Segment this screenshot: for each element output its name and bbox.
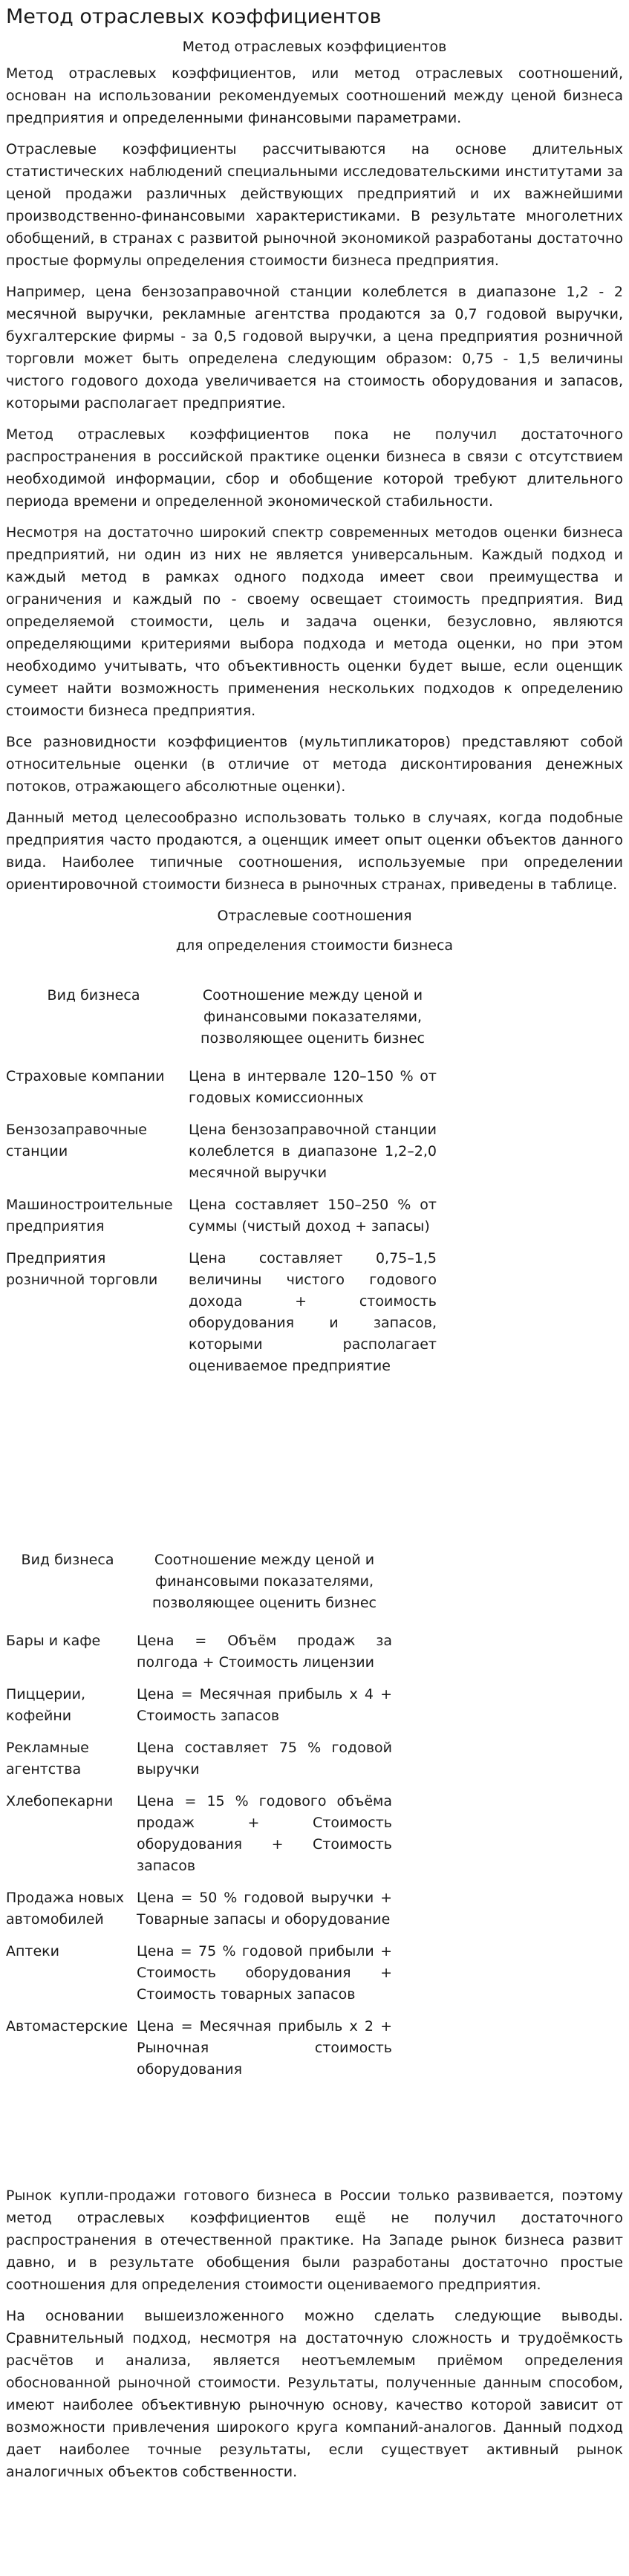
table-row <box>6 1681 392 1734</box>
header-ratio: Соотношение между ценой и финансовыми показателями, позволяющее оценить бизнес <box>201 987 425 1047</box>
paragraph: Данный метод целесообразно использовать только в случаях, когда подобные предприятия часто продаются, а оценщик имеет опыт оценки объектов данного вида. Наиболее типичные соотношения, используемые при определении ориентировочной стоимости бизнеса в рыночных странах, приведены в таблице. <box>6 810 623 893</box>
table-header-row <box>6 982 437 1063</box>
spacer <box>6 2088 623 2185</box>
ratio-cell: Цена составляет 0,75–1,5 величины чистого годового дохода + стоимость оборудования и запасов, которыми располагает оцениваемое предприятие <box>189 1250 437 1374</box>
business-type-cell: Машиностроительные предприятия <box>6 1197 173 1235</box>
ratio-cell: Цена = 50 % годовой выручки + Товарные запасы и оборудование <box>137 1890 392 1928</box>
table-caption <box>6 905 623 957</box>
paragraph: Все разновидности коэффициентов (мультипликаторов) представляют собой относительные оценки (в отличие от метода дисконтирования денежных потоков, отражающего абсолютные оценки). <box>6 734 623 795</box>
table-row <box>6 1788 392 1884</box>
paragraph: Например, цена бензозаправочной станции колеблется в диапазоне 1,2 - 2 месячной выручки, рекламные агентства продаются за 0,7 годовой выручки, бухгалтерские фирмы - за 0,5 годовой выручки, а цена предприятия розничной торговли может быть определена следующим образом: 0,75 - 1,5 величины чистого годового дохода увеличивается на стоимость оборудования и запасов, которыми располагает предприятие. <box>6 284 623 412</box>
business-type-cell: Продажа новых автомобилей <box>6 1890 125 1928</box>
business-type-cell: Хлебопекарни <box>6 1793 114 1809</box>
table-row <box>6 1191 437 1245</box>
table-caption-line-2: для определения стоимости бизнеса <box>175 937 454 954</box>
table-row <box>6 1063 437 1116</box>
business-type-cell: Пиццерии, кофейни <box>6 1686 85 1724</box>
article-subtitle: Метод отраслевых коэффициентов <box>182 39 447 55</box>
paragraph: На основании вышеизложенного можно сделать следующие выводы. Сравнительный подход, несмотря на достаточную сложность и трудоёмкость расчётов и анализа, является неотъемлемым приёмом определения обоснованной рыночной стоимости. Результаты, полученные данным способом, имеют наиболее объективную рыночную основу, качество которой зависит от возможности привлечения широкого круга компаний-аналогов. Данный подход дает наиболее точные результаты, если существует активный рынок аналогичных объектов собственности. <box>6 2308 623 2480</box>
business-type-cell: Автомастерские <box>6 2018 128 2035</box>
table-row <box>6 1938 392 2013</box>
table-row <box>6 1245 437 1385</box>
table-row <box>6 1627 392 1681</box>
business-type-cell: Бензозаправочные станции <box>6 1122 147 1159</box>
business-type-cell: Предприятия розничной торговли <box>6 1250 158 1288</box>
ratios-table-2 <box>6 1546 392 2088</box>
ratio-cell: Цена = Месячная прибыль х 2 + Рыночная стоимость оборудования <box>137 2018 392 2078</box>
paragraph: Метод отраслевых коэффициентов, или метод отраслевых соотношений, основан на использовании рекомендуемых соотношений между ценой бизнеса предприятия и определенными финансовыми параметрами. <box>6 65 623 126</box>
ratio-cell: Цена бензозаправочной станции колеблется в диапазоне 1,2–2,0 месячной выручки <box>189 1122 437 1181</box>
paragraph: Метод отраслевых коэффициентов пока не получил достаточного распространения в российской практике оценки бизнеса в связи с отсутствием необходимой информации, сбор и обобщение которой требуют длительного периода времени и определенной экономической стабильности. <box>6 426 623 510</box>
table-header-row <box>6 1546 392 1627</box>
business-type-cell: Страховые компании <box>6 1068 165 1084</box>
ratio-cell: Цена составляет 75 % годовой выручки <box>137 1740 392 1777</box>
header-business-type: Вид бизнеса <box>47 987 140 1004</box>
business-type-cell: Аптеки <box>6 1943 60 1959</box>
header-ratio: Соотношение между ценой и финансовыми показателями, позволяющее оценить бизнес <box>152 1552 377 1611</box>
business-type-cell: Рекламные агентства <box>6 1740 89 1777</box>
header-business-type: Вид бизнеса <box>21 1552 114 1568</box>
ratio-cell: Цена составляет 150–250 % от суммы (чистый доход + запасы) <box>189 1197 437 1235</box>
paragraph: Рынок купли-продажи готового бизнеса в России только развивается, поэтому метод отраслевых коэффициентов ещё не получил достаточного распространения в отечественной практике. На Западе рынок бизнеса развит давно, и в результате обобщения были разработаны достаточно простые соотношения для определения стоимости оцениваемого предприятия. <box>6 2188 623 2293</box>
article-body-top <box>6 62 623 896</box>
paragraph: Несмотря на достаточно широкий спектр современных методов оценки бизнеса предприятий, ни один из них не является универсальным. Каждый подход и каждый метод в рамках одного подхода имеет свои преимущества и ограничения и каждый по - своему освещает стоимость предприятия. Вид определяемой стоимости, цель и задача оценки, безусловно, являются определяющими критериями выбора подхода и метода оценки, но при этом необходимо учитывать, что объективность оценки будет выше, если оценщик сумеет найти возможность применения нескольких подходов к определению стоимости бизнеса предприятия. <box>6 524 623 719</box>
table-row <box>6 1734 392 1788</box>
table-row <box>6 1884 392 1938</box>
page-title: Метод отраслевых коэффициентов <box>6 5 382 28</box>
article-body-bottom <box>6 2185 623 2483</box>
paragraph: Отраслевые коэффициенты рассчитываются на основе длительных статистических наблюдений специальными исследовательскими институтами за ценой продажи различных действующих предприятий и их важнейшими производственно-финансовыми характеристиками. В результате многолетних обобщений, в странах с развитой рыночной экономикой разработаны достаточно простые формулы определения стоимости бизнеса предприятия. <box>6 141 623 269</box>
table-caption-line-1: Отраслевые соотношения <box>217 908 412 924</box>
ratio-cell: Цена = 75 % годовой прибыли + Стоимость оборудования + Стоимость товарных запасов <box>137 1943 392 2003</box>
ratio-cell: Цена = Объём продаж за полгода + Стоимость лицензии <box>137 1633 392 1671</box>
table-row <box>6 1116 437 1191</box>
ratio-cell: Цена = Месячная прибыль х 4 + Стоимость запасов <box>137 1686 392 1724</box>
table-row <box>6 2013 392 2088</box>
ratios-table-1 <box>6 982 437 1385</box>
ratio-cell: Цена = 15 % годового объёма продаж + Стоимость оборудования + Стоимость запасов <box>137 1793 392 1874</box>
ratio-cell: Цена в интервале 120–150 % от годовых комиссионных <box>189 1068 437 1106</box>
business-type-cell: Бары и кафе <box>6 1633 101 1649</box>
